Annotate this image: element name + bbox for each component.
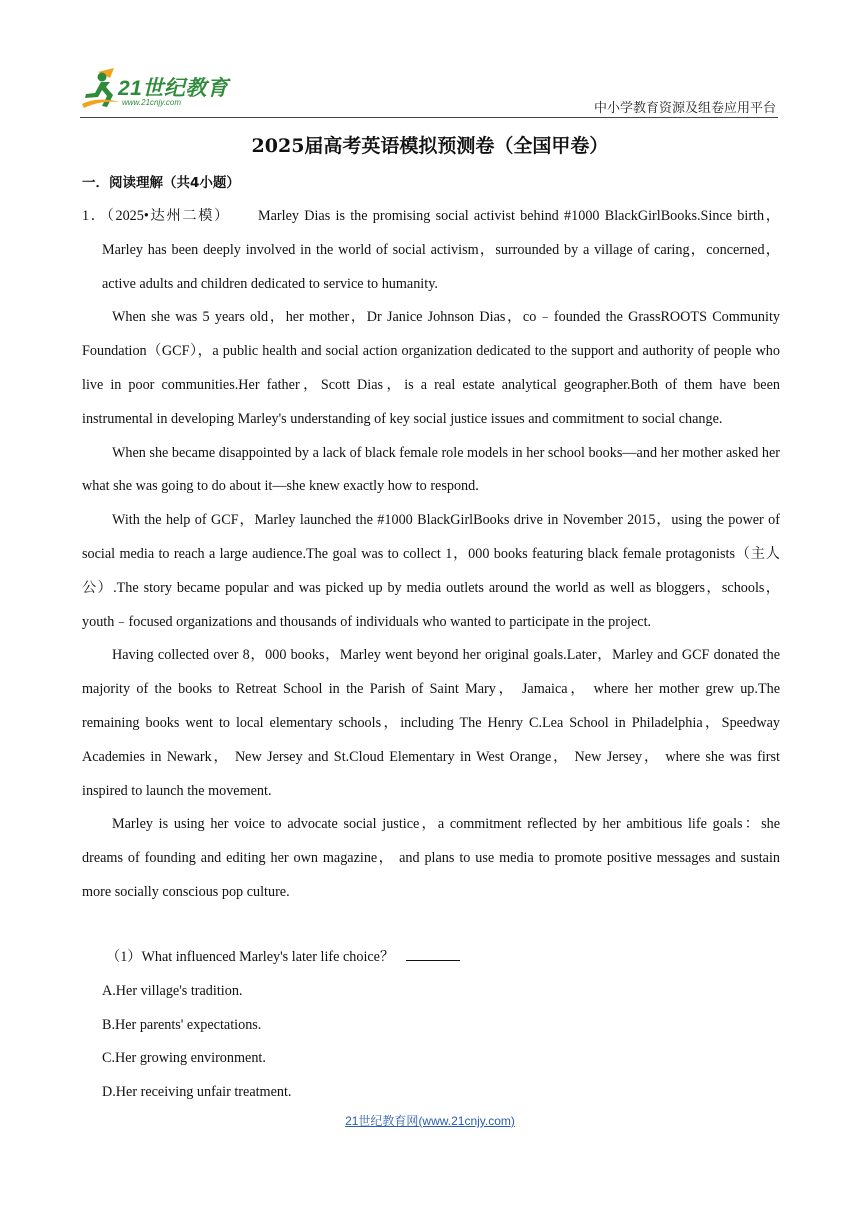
question-stem	[82, 941, 780, 975]
passage-paragraph: With the help of GCF，Marley launched the #1000 BlackGirlBooks drive in November 2015，using the power of social media to reach a large audience.The goal was to collect 1，000 books featuring black female protagonists（主人公）.The story became popular and was picked up by media outlets around the world as well as bloggers，schools， youth﹣focused organizations and thousands of individuals who wanted to participate in the project.	[82, 512, 780, 630]
page-title: 2025届高考英语模拟预测卷（全国甲卷）	[251, 135, 609, 157]
answer-option-b[interactable]: B.Her parents' expectations.	[102, 1016, 262, 1033]
page-header	[80, 66, 778, 118]
footer-link[interactable]	[345, 1114, 515, 1128]
reading-passage	[82, 200, 780, 910]
section-heading: 一．阅读理解（共4小题）	[82, 175, 240, 191]
footer-link-url: (www.21cnjy.com)	[418, 1114, 515, 1128]
site-logo[interactable]	[80, 66, 250, 114]
header-tagline: 中小学教育资源及组卷应用平台	[593, 101, 776, 116]
paragraph-text: Marley Dias is the promising social activist behind #1000 BlackGirlBooks.Since birth，Marley has been deeply involved in the world of social activism，surrounded by a village of caring，concerned，active adults and children dedicated to service to humanity.	[102, 208, 780, 292]
sub-question	[82, 941, 780, 1110]
logo-text: 21世纪教育	[118, 77, 229, 100]
answer-option-d[interactable]: D.Her receiving unfair treatment.	[102, 1084, 292, 1101]
passage-paragraph	[82, 200, 780, 301]
answer-option-c[interactable]: C.Her growing environment.	[102, 1050, 266, 1067]
logo-url: www.21cnjy.com	[122, 98, 181, 107]
header-divider	[80, 117, 778, 118]
answer-blank[interactable]	[406, 946, 460, 961]
passage-paragraph: Having collected over 8，000 books，Marley went beyond her original goals.Later，Marley and GCF donated the majority of the books to Retreat School in the Parish of Saint Mary， Jamaica， where her mother grew up.The remaining books went to local elementary schools，including The Henry C.Lea School in Philadelphia，Speedway Academies in Newark， New Jersey and St.Cloud Elementary in West Orange， New Jersey， where she was first inspired to launch the movement.	[82, 647, 780, 799]
passage-paragraph: When she became disappointed by a lack of black female role models in her school books—and her mother asked her what she was going to do about it—she knew exactly how to respond.	[82, 444, 780, 495]
answer-option-a[interactable]: A.Her village's tradition.	[102, 982, 243, 999]
question-number: 1．	[82, 208, 107, 224]
passage-paragraph: When she was 5 years old，her mother，Dr Janice Johnson Dias，co﹣founded the GrassROOTS Community Foundation（GCF），a public health and social action organization dedicated to the support and authority of people who live in poor communities.Her father，Scott Dias，is a real estate analytical geographer.Both of them have been instrumental in developing Marley's understanding of key social justice issues and commitment to social change.	[82, 309, 780, 427]
question-stem-text: （1）What influenced Marley's later life choice？	[106, 949, 395, 965]
question-source: （2025•达州二模）	[106, 208, 231, 224]
passage-paragraph: Marley is using her voice to advocate social justice，a commitment reflected by her ambitious life goals：she dreams of founding and editing her own magazine， and plans to use media to promote positive messages and sustain more socially conscious pop culture.	[82, 816, 780, 900]
page-footer	[0, 1112, 860, 1129]
footer-link-cn: 21世纪教育网	[345, 1114, 419, 1128]
